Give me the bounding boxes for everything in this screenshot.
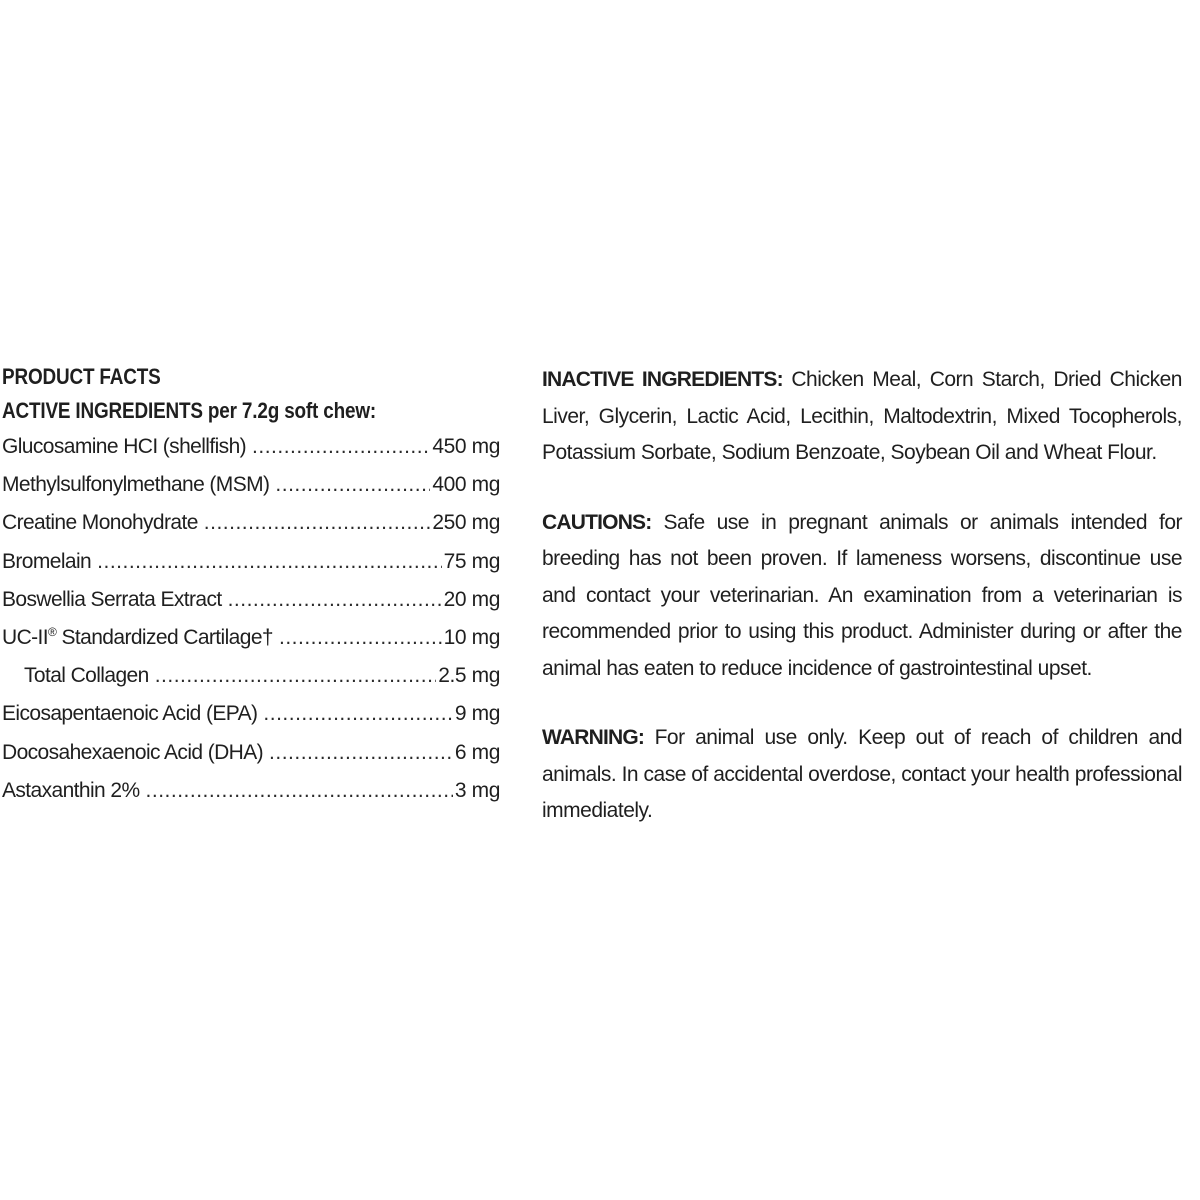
ingredient-amount: 450 mg (432, 435, 500, 458)
ingredient-row (2, 466, 500, 504)
ingredient-amount: 3 mg (454, 778, 500, 802)
ingredient-name: Glucosamine HCI (shellfish) (2, 435, 247, 458)
ingredient-name: Astaxanthin 2% (2, 778, 140, 802)
ingredient-name: Docosahexaenoic Acid (DHA) (2, 740, 264, 764)
ingredient-name (2, 619, 273, 657)
ingredient-name: Eicosapentaenoic Acid (EPA) (2, 702, 258, 726)
ingredient-amount: 10 mg (443, 625, 500, 649)
ingredient-amount: 75 mg (443, 549, 500, 573)
ingredient-row (2, 619, 500, 657)
product-facts-title: PRODUCT FACTS (2, 364, 161, 389)
ingredient-row (2, 504, 500, 542)
ingredient-amount: 250 mg (432, 511, 500, 535)
label-text-panel (542, 362, 1182, 863)
dot-leader (155, 657, 437, 695)
ingredient-name-suffix: Standardized Cartilage† (56, 625, 273, 649)
registered-mark: ® (48, 624, 57, 639)
ingredient-row (2, 695, 500, 733)
active-ingredients-heading: ACTIVE INGREDIENTS per 7.2g soft chew: (2, 398, 377, 423)
dot-leader (269, 734, 453, 772)
ingredient-amount: 400 mg (432, 473, 500, 497)
ingredient-amount: 9 mg (454, 702, 500, 726)
inactive-ingredients-paragraph (542, 362, 1182, 472)
ingredient-name-prefix: UC-II (2, 625, 48, 649)
cautions-label: CAUTIONS: (542, 510, 652, 534)
ingredient-name: Total Collagen (24, 664, 149, 688)
cautions-paragraph (542, 505, 1182, 688)
ingredient-row (2, 772, 500, 810)
dot-leader (275, 466, 430, 504)
warning-paragraph (542, 720, 1182, 830)
warning-text: For animal use only. Keep out of reach of children and animals. In case of accidental overdose, contact your health professional immediately. (542, 726, 1182, 822)
product-facts-panel (2, 360, 500, 810)
cautions-text: Safe use in pregnant animals or animals intended for breeding has not been proven. If lameness worsens, discontinue use and contact your veterinarian. An examination from a veterinarian is recommended prior to using this product. Administer during or after the animal has eaten to reduce incidence of gastrointestinal upset. (542, 510, 1182, 680)
ingredient-row (2, 657, 500, 695)
warning-label: WARNING: (542, 726, 645, 749)
ingredient-name: Bromelain (2, 549, 92, 573)
dot-leader (228, 581, 442, 619)
inactive-ingredients-label: INACTIVE INGREDIENTS: (542, 368, 783, 391)
dot-leader (204, 504, 431, 542)
ingredient-row (2, 543, 500, 581)
inactive-ingredients-text: Chicken Meal, Corn Starch, Dried Chicken Liver, Glycerin, Lactic Acid, Lecithin, Maltodextrin, Mixed Tocopherols, Potassium Sorbate, Sodium Benzoate, Soybean Oil and Wheat Flour. (542, 368, 1182, 464)
dot-leader (146, 772, 453, 810)
ingredient-row (2, 581, 500, 619)
dot-leader (97, 543, 441, 581)
ingredient-amount: 2.5 mg (438, 664, 500, 688)
dot-leader (252, 428, 430, 466)
ingredient-row (2, 734, 500, 772)
ingredient-name: Creatine Monohydrate (2, 511, 198, 535)
dot-leader (279, 619, 442, 657)
ingredient-row (2, 428, 500, 466)
ingredient-name: Methylsulfonylmethane (MSM) (2, 473, 270, 497)
dot-leader (263, 695, 453, 733)
ingredient-amount: 6 mg (454, 740, 500, 764)
ingredient-name: Boswellia Serrata Extract (2, 587, 222, 611)
ingredient-amount: 20 mg (443, 587, 500, 611)
